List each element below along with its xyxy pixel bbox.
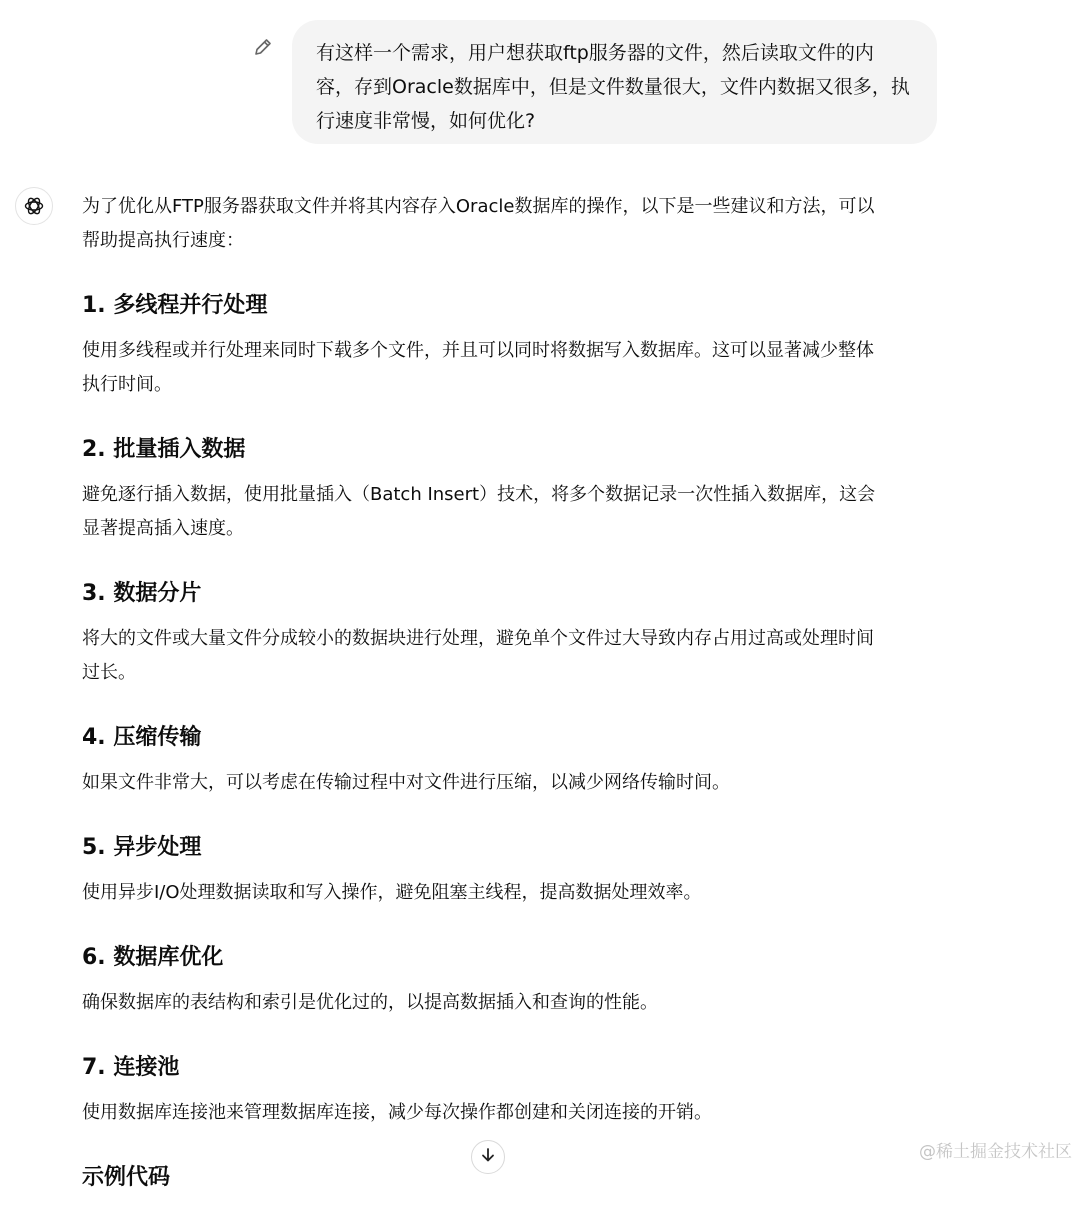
answer-section (82, 1160, 937, 1196)
section-line: 显著提高插入速度。 (82, 518, 244, 539)
scroll-down-button[interactable] (471, 1140, 505, 1174)
section-body (82, 1096, 937, 1130)
section-line: 使用数据库连接池来管理数据库连接，减少每次操作都创建和关闭连接的开销。 (82, 1102, 712, 1123)
section-heading: 2. 批量插入数据 (82, 437, 246, 462)
section-body (82, 766, 937, 800)
user-message-bubble (292, 20, 937, 144)
section-body (82, 622, 937, 690)
answer-section (82, 720, 937, 800)
intro-line: 为了优化从FTP服务器获取文件并将其内容存入Oracle数据库的操作，以下是一些建议和方法，可以 (82, 196, 875, 217)
section-line: 如果文件非常大，可以考虑在传输过程中对文件进行压缩，以减少网络传输时间。 (82, 772, 730, 793)
answer-section (82, 288, 937, 402)
user-message-line: 容，存到Oracle数据库中，但是文件数量很大，文件内数据又很多，执 (316, 76, 910, 98)
intro-line: 帮助提高执行速度： (82, 230, 244, 251)
section-line: 使用多线程或并行处理来同时下载多个文件，并且可以同时将数据写入数据库。这可以显著减少整体 (82, 340, 874, 361)
section-line: 过长。 (82, 662, 136, 683)
user-message-line: 有这样一个需求，用户想获取ftp服务器的文件，然后读取文件的内 (316, 42, 874, 64)
section-body (82, 478, 937, 546)
section-heading: 示例代码 (82, 1165, 171, 1190)
section-heading: 6. 数据库优化 (82, 945, 224, 970)
section-heading: 3. 数据分片 (82, 581, 202, 606)
section-body (82, 986, 937, 1020)
answer-section (82, 576, 937, 690)
answer-section (82, 940, 937, 1020)
openai-logo-icon (15, 187, 53, 225)
section-line: 执行时间。 (82, 374, 172, 395)
answer-section (82, 1050, 937, 1130)
assistant-answer (82, 190, 937, 1226)
arrow-down-icon (479, 1146, 497, 1168)
section-line: 使用异步I/O处理数据读取和写入操作，避免阻塞主线程，提高数据处理效率。 (82, 882, 702, 903)
section-heading: 4. 压缩传输 (82, 725, 202, 750)
section-line: 将大的文件或大量文件分成较小的数据块进行处理，避免单个文件过大导致内存占用过高或处理时间 (82, 628, 874, 649)
section-body (82, 876, 937, 910)
section-line: 避免逐行插入数据，使用批量插入（Batch Insert）技术，将多个数据记录一次性插入数据库，这会 (82, 484, 876, 505)
section-body (82, 334, 937, 402)
pencil-icon[interactable] (252, 36, 274, 58)
section-heading: 5. 异步处理 (82, 835, 202, 860)
section-heading: 7. 连接池 (82, 1055, 180, 1080)
section-heading: 1. 多线程并行处理 (82, 293, 268, 318)
answer-section (82, 830, 937, 910)
user-message-line: 行速度非常慢，如何优化? (316, 110, 536, 132)
section-line: 确保数据库的表结构和索引是优化过的，以提高数据插入和查询的性能。 (82, 992, 658, 1013)
answer-intro (82, 190, 937, 258)
answer-section (82, 432, 937, 546)
watermark: @稀土掘金技术社区 (919, 1142, 1072, 1162)
